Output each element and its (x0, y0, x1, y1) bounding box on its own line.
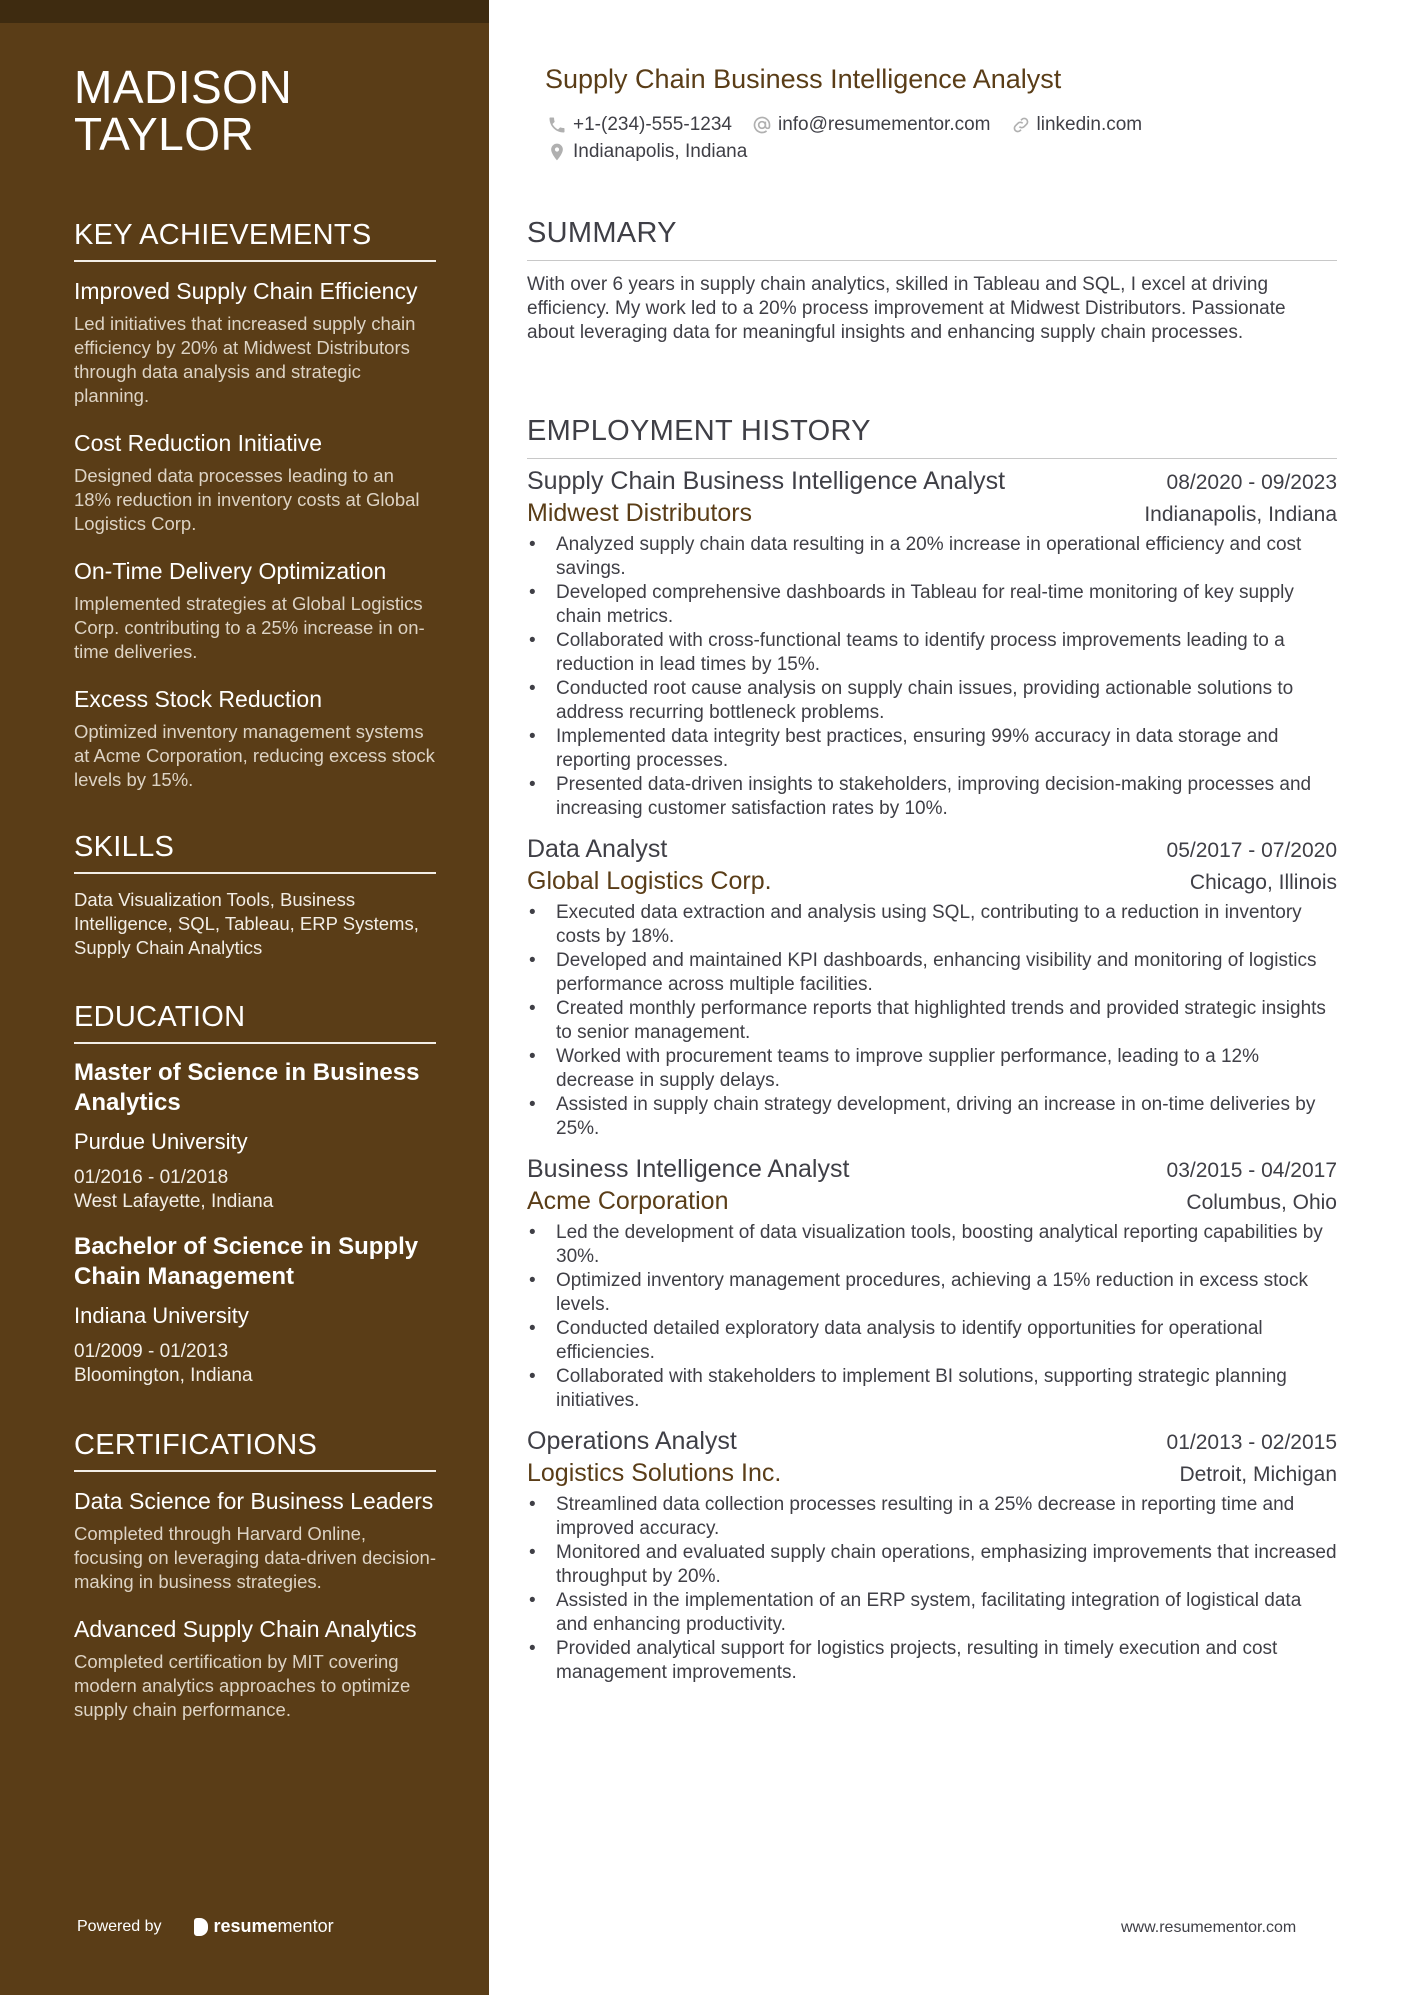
job-dates: 08/2020 - 09/2023 (1166, 471, 1337, 494)
certification-item (74, 1486, 436, 1594)
phone-contact[interactable] (547, 114, 732, 136)
certification-desc: Completed through Harvard Online, focusing on leveraging data-driven decision-making in business strategies. (74, 1523, 436, 1592)
certification-item (74, 1614, 436, 1722)
education-location: West Lafayette, Indiana (74, 1191, 274, 1212)
education-degree: Master of Science in Business Analytics (74, 1059, 420, 1116)
certifications-heading: CERTIFICATIONS (74, 1428, 436, 1472)
sidebar-top-bar (0, 0, 489, 23)
achievement-item (74, 428, 436, 536)
job-role: Data Analyst (527, 835, 668, 863)
linkedin-contact[interactable] (1011, 114, 1143, 136)
job-bullet: • Provided analytical support for logistics projects, resulting in timely execution and cost management improvements. (527, 1637, 1337, 1685)
resumementor-logo[interactable] (194, 1916, 334, 1937)
brand-prefix: resume (213, 1916, 278, 1936)
education-heading: EDUCATION (74, 1000, 436, 1044)
target-job-title: Supply Chain Business Intelligence Analyst (545, 64, 1062, 94)
email-text: info@resumementor.com (777, 113, 991, 135)
job-company: Global Logistics Corp. (527, 867, 772, 895)
achievement-desc: Designed data processes leading to an 18% reduction in inventory costs at Global Logistics Corp. (74, 465, 420, 534)
summary-heading: SUMMARY (527, 216, 1337, 261)
job-location: Columbus, Ohio (1186, 1191, 1337, 1214)
education-dates: 01/2009 - 01/2013 (74, 1341, 229, 1362)
job-bullet: • Presented data-driven insights to stakeholders, improving decision-making processes and increasing customer satisfaction rates by 10%. (527, 773, 1337, 821)
job-location: Chicago, Illinois (1189, 871, 1337, 894)
candidate-name (74, 61, 436, 160)
job-bullet: • Analyzed supply chain data resulting in a 20% increase in operational efficiency and cost savings. (527, 533, 1337, 581)
job-bullets (527, 1221, 1337, 1413)
email-contact[interactable] (752, 114, 991, 136)
job-bullet: • Led the development of data visualization tools, boosting analytical reporting capabilities by 30%. (527, 1221, 1337, 1269)
phone-text: +1-(234)-555-1234 (573, 113, 732, 135)
at-icon (752, 115, 772, 135)
skills-section (74, 830, 436, 960)
education-school: Indiana University (74, 1303, 249, 1328)
skills-text: Data Visualization Tools, Business Intelligence, SQL, Tableau, ERP Systems, Supply Chain Analytics (74, 889, 419, 958)
name-first: MADISON (74, 61, 293, 113)
job-role: Operations Analyst (527, 1427, 737, 1455)
job-bullet: • Optimized inventory management procedures, achieving a 15% reduction in excess stock levels. (527, 1269, 1337, 1317)
powered-by-label: Powered by (77, 1917, 162, 1935)
job-bullet: • Collaborated with stakeholders to implement BI solutions, supporting strategic planning initiatives. (527, 1365, 1337, 1413)
achievement-title: Cost Reduction Initiative (74, 430, 323, 456)
job-bullets (527, 533, 1337, 821)
location-text: Indianapolis, Indiana (573, 140, 748, 162)
location-contact (547, 141, 747, 163)
job-bullet: • Streamlined data collection processes resulting in a 25% decrease in reporting time and improved accuracy. (527, 1493, 1337, 1541)
job-bullet: • Executed data extraction and analysis using SQL, contributing to a reduction in inventory costs by 18%. (527, 901, 1337, 949)
education-section (74, 1000, 436, 1388)
education-dates: 01/2016 - 01/2018 (74, 1167, 229, 1188)
job-entry (527, 465, 1337, 821)
job-bullet: • Worked with procurement teams to improve supplier performance, leading to a 12% decrease in supply delays. (527, 1045, 1337, 1093)
job-dates: 01/2013 - 02/2015 (1166, 1431, 1337, 1454)
job-company: Acme Corporation (527, 1187, 729, 1215)
achievements-heading: KEY ACHIEVEMENTS (74, 218, 436, 262)
education-item (74, 1058, 436, 1214)
education-school: Purdue University (74, 1129, 248, 1154)
job-dates: 03/2015 - 04/2017 (1166, 1159, 1337, 1182)
job-bullet: • Developed and maintained KPI dashboards, enhancing visibility and monitoring of logistics performance across multiple facilities. (527, 949, 1337, 997)
job-company: Logistics Solutions Inc. (527, 1459, 782, 1487)
job-bullet: • Conducted detailed exploratory data analysis to identify opportunities for operational efficiencies. (527, 1317, 1337, 1365)
job-dates: 05/2017 - 07/2020 (1166, 839, 1337, 862)
education-location: Bloomington, Indiana (74, 1365, 253, 1386)
job-role: Business Intelligence Analyst (527, 1155, 850, 1183)
certification-title: Data Science for Business Leaders (74, 1488, 434, 1514)
link-icon (1011, 115, 1031, 135)
brand-suffix: mentor (277, 1916, 334, 1936)
achievement-desc: Implemented strategies at Global Logistics Corp. contributing to a 25% increase in on-time deliveries. (74, 593, 425, 662)
achievement-title: Improved Supply Chain Efficiency (74, 278, 418, 304)
employment-heading: EMPLOYMENT HISTORY (527, 414, 1337, 459)
achievement-desc: Optimized inventory management systems at Acme Corporation, reducing excess stock levels by 15%. (74, 721, 435, 790)
education-degree: Bachelor of Science in Supply Chain Management (74, 1233, 419, 1290)
job-bullet: • Assisted in the implementation of an ERP system, facilitating integration of logistical data and enhancing productivity. (527, 1589, 1337, 1637)
achievement-item (74, 276, 436, 408)
summary-text: With over 6 years in supply chain analytics, skilled in Tableau and SQL, I excel at driving efficiency. My work led to a 20% process improvement at Midwest Distributors. Passionate about leveraging data for meaningful insights and enhancing supply chain processes. (527, 274, 1286, 343)
employment-section (527, 414, 1337, 1685)
phone-icon (547, 115, 567, 135)
job-bullet: • Monitored and evaluated supply chain operations, emphasizing improvements that increased throughput by 20%. (527, 1541, 1337, 1589)
job-bullet: • Assisted in supply chain strategy development, driving an increase in on-time deliveries by 25%. (527, 1093, 1337, 1141)
job-bullet: • Created monthly performance reports that highlighted trends and provided strategic insights to senior management. (527, 997, 1337, 1045)
job-entry (527, 1153, 1337, 1413)
job-bullets (527, 901, 1337, 1141)
achievement-item (74, 556, 436, 664)
resumementor-logo-icon (194, 1918, 208, 1936)
job-location: Indianapolis, Indiana (1144, 503, 1337, 526)
job-bullet: • Collaborated with cross-functional teams to identify process improvements leading to a reduction in lead times by 15%. (527, 629, 1337, 677)
certification-desc: Completed certification by MIT covering modern analytics approaches to optimize supply chain performance. (74, 1651, 411, 1720)
job-company: Midwest Distributors (527, 499, 753, 527)
job-bullet: • Developed comprehensive dashboards in Tableau for real-time monitoring of key supply chain metrics. (527, 581, 1337, 629)
achievement-desc: Led initiatives that increased supply chain efficiency by 20% at Midwest Distributors through data analysis and strategic planning. (74, 313, 416, 406)
summary-section (527, 216, 1337, 345)
education-item (74, 1232, 436, 1388)
name-last: TAYLOR (74, 108, 255, 160)
powered-by (77, 1916, 334, 1937)
certification-title: Advanced Supply Chain Analytics (74, 1616, 417, 1642)
achievement-title: On-Time Delivery Optimization (74, 558, 387, 584)
footer-url-link[interactable]: www.resumementor.com (1121, 1919, 1297, 1936)
achievement-item (74, 684, 436, 792)
job-bullet: • Conducted root cause analysis on supply chain issues, providing actionable solutions to address recurring bottleneck problems. (527, 677, 1337, 725)
contact-info (547, 111, 1327, 165)
job-bullet: • Implemented data integrity best practices, ensuring 99% accuracy in data storage and reporting processes. (527, 725, 1337, 773)
job-entry (527, 1425, 1337, 1685)
certifications-section (74, 1428, 436, 1722)
job-entry (527, 833, 1337, 1141)
achievement-title: Excess Stock Reduction (74, 686, 323, 712)
sidebar (0, 0, 489, 1995)
job-bullets (527, 1493, 1337, 1685)
job-location: Detroit, Michigan (1179, 1463, 1337, 1486)
map-pin-icon (547, 142, 567, 162)
job-role: Supply Chain Business Intelligence Analyst (527, 467, 1006, 495)
achievements-section (74, 218, 436, 792)
skills-heading: SKILLS (74, 830, 436, 874)
linkedin-text: linkedin.com (1036, 113, 1143, 135)
